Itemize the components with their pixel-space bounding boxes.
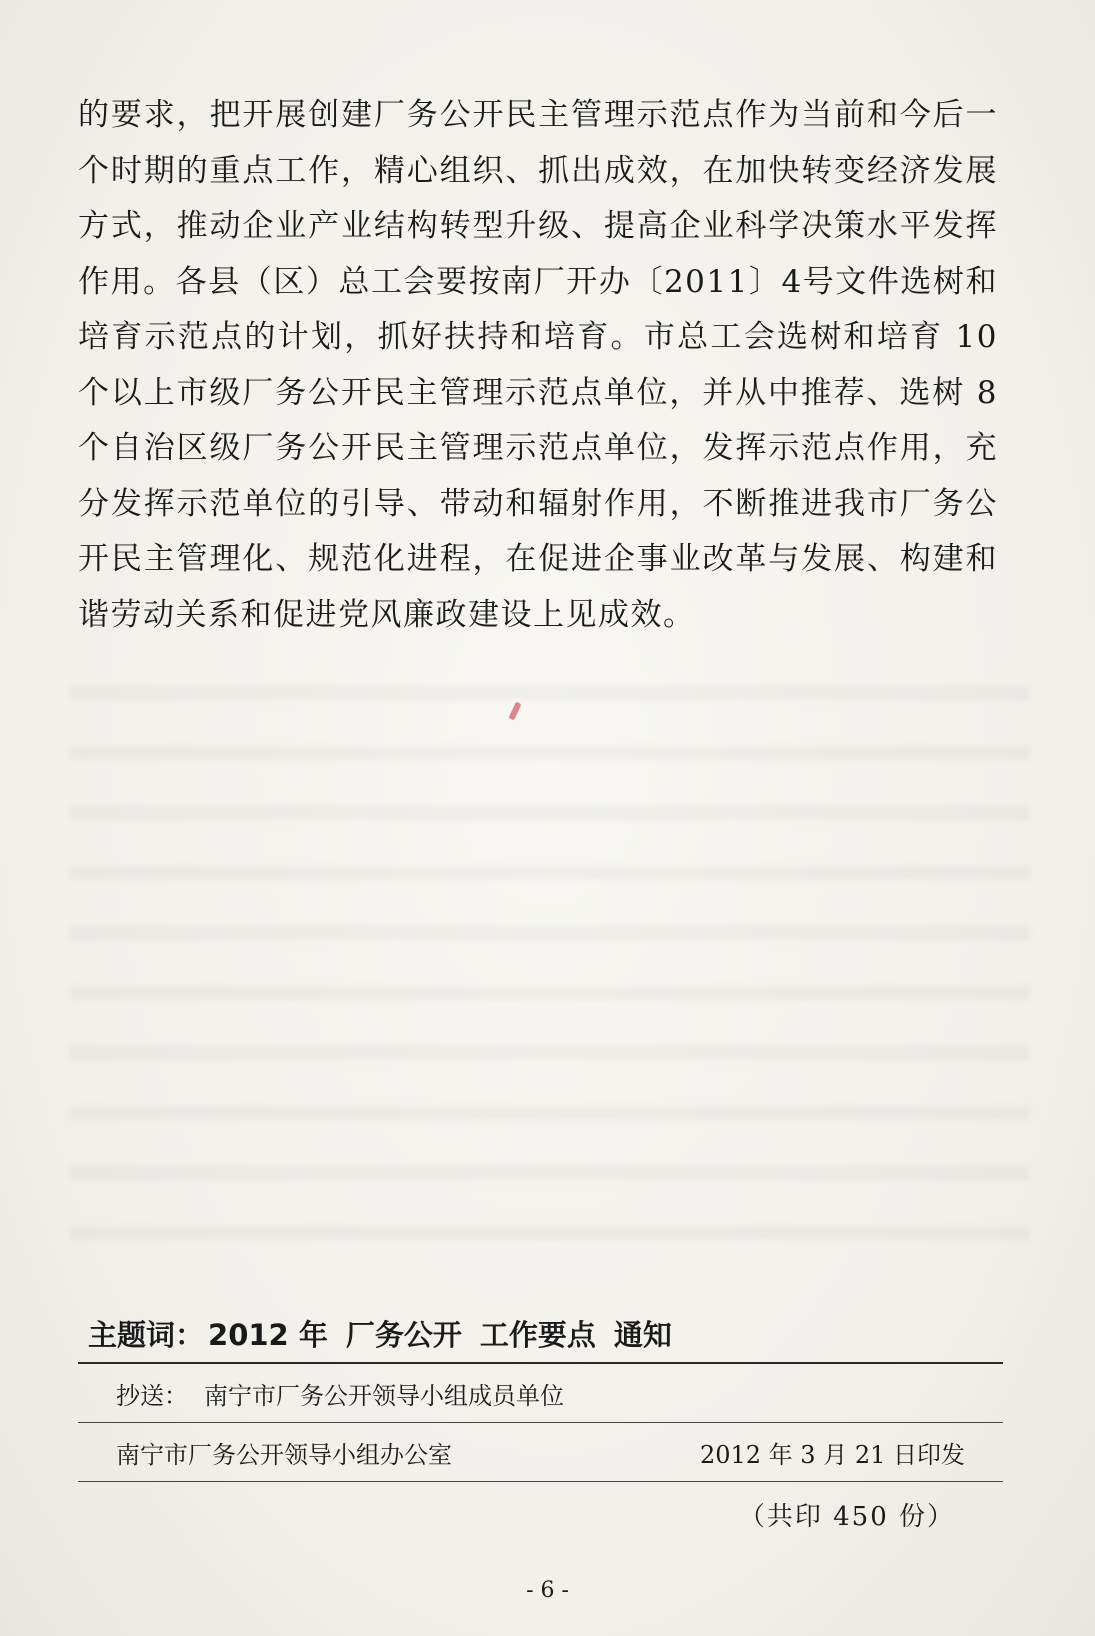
keyword: 厂务公开 (345, 1318, 462, 1352)
body-line: 开民主管理化、规范化进程，在促进企事业改革与发展、构建和 (78, 541, 998, 577)
print-count: （共印 450 份） (738, 1501, 955, 1532)
body-line: 谐劳动关系和促进党风廉政建设上见成效。 (78, 596, 696, 633)
issue-date: 2012 年 3 月 21 日印发 (699, 1440, 965, 1469)
keyword: 通知 (613, 1318, 672, 1352)
cc-label: 抄送： (116, 1381, 188, 1410)
keywords-label: 主题词： (88, 1318, 205, 1352)
body-line: 分发挥示范单位的引导、带动和辐射作用，不断推进我市厂务公 (78, 485, 998, 522)
body-line: 培育示范点的计划，抓好扶持和培育。市总工会选树和培育 10 (78, 319, 998, 355)
cc-recipients: 南宁市厂务公开领导小组成员单位 (204, 1381, 564, 1410)
issuer: 南宁市厂务公开领导小组办公室 (116, 1440, 452, 1469)
document-footer (78, 1312, 1003, 1546)
page-number: - 6 - (526, 1578, 569, 1603)
body-paragraph (78, 88, 998, 643)
body-line: 个以上市级厂务公开民主管理示范点单位，并从中推荐、选树 8 (78, 374, 998, 411)
copies-row (78, 1482, 1003, 1546)
body-line: 作用。各县（区）总工会要按南厂开办〔2011〕4号文件选树和 (78, 263, 998, 300)
body-line: 的要求，把开展创建厂务公开民主管理示范点作为当前和今后一 (78, 97, 998, 133)
body-line: 个自治区级厂务公开民主管理示范点单位，发挥示范点作用，充 (78, 430, 998, 466)
body-line: 个时期的重点工作，精心组织、抓出成效，在加快转变经济发展 (78, 152, 998, 189)
body-line: 方式，推动企业产业结构转型升级、提高企业科学决策水平发挥 (78, 208, 998, 244)
keyword: 2012 年 (208, 1318, 328, 1352)
keyword: 工作要点 (479, 1318, 596, 1352)
keywords-row (78, 1312, 1003, 1360)
cc-row (78, 1364, 1003, 1422)
bleed-through-shadow (70, 640, 1030, 1280)
issuer-row (78, 1423, 1003, 1481)
